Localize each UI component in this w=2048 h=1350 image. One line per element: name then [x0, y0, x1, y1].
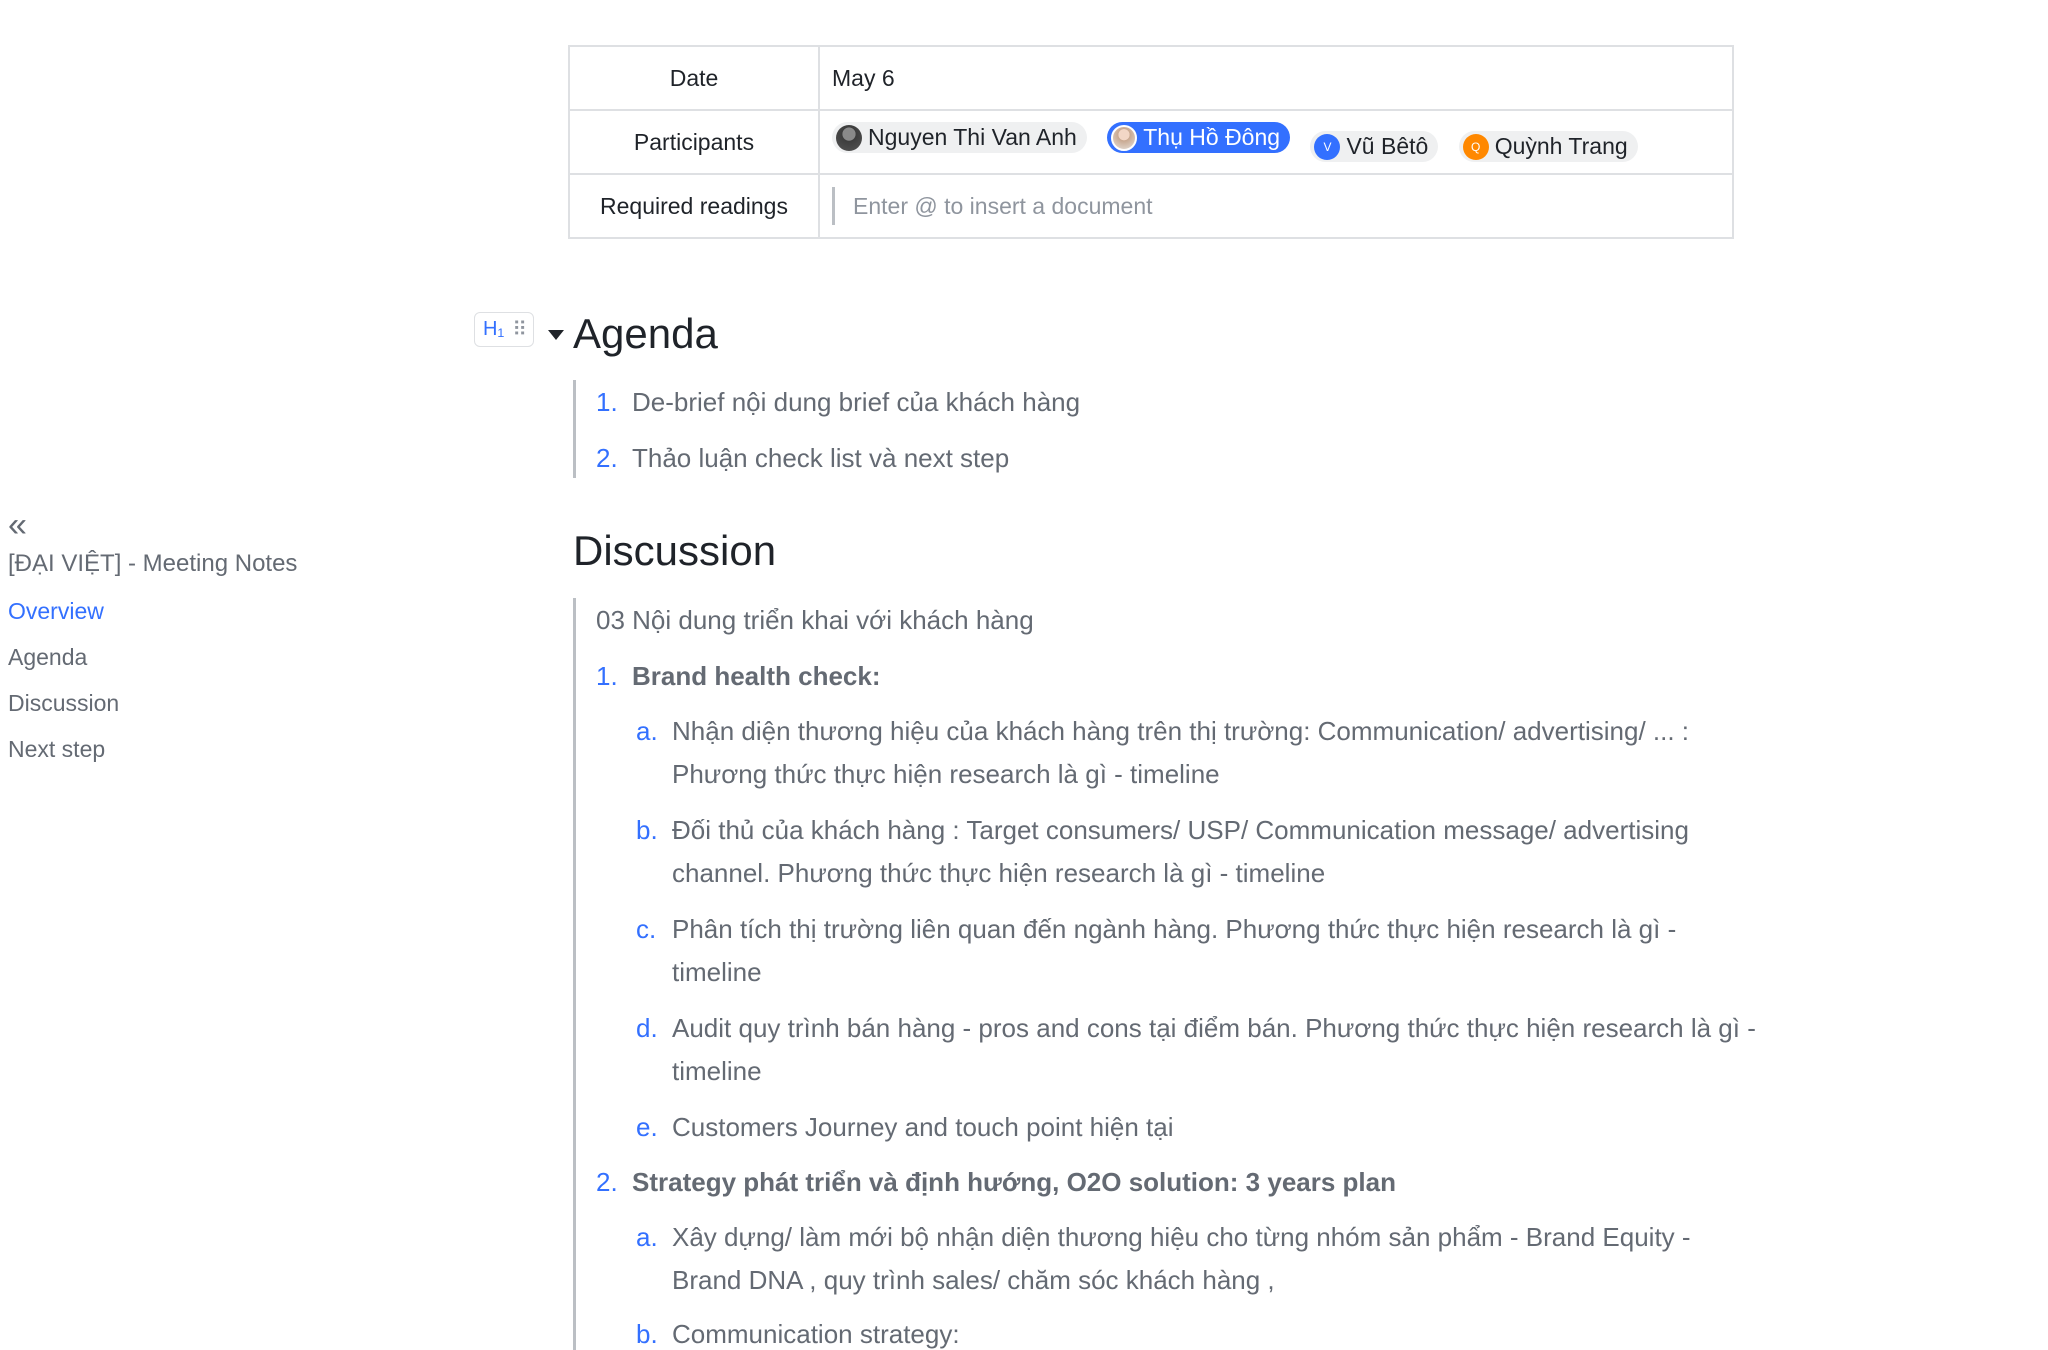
- list-item-text: Audit quy trình bán hàng - pros and cons tại điểm bán. Phương thức thực hiện research là gì - timeline: [672, 1013, 1756, 1086]
- list-item[interactable]: [596, 382, 1080, 422]
- meeting-info-table: [568, 45, 1734, 239]
- discussion-intro[interactable]: 03 Nội dung triển khai với khách hàng: [596, 605, 1034, 635]
- heading-block-handle[interactable]: [474, 312, 534, 347]
- readings-input[interactable]: [832, 187, 1654, 225]
- discussion-heading: Discussion: [573, 527, 777, 574]
- outline-item-discussion[interactable]: Discussion: [8, 690, 120, 716]
- participant-name: Nguyen Thi Van Anh: [868, 124, 1077, 150]
- outline-item-overview[interactable]: Overview: [8, 598, 104, 624]
- participants-row: [569, 110, 1733, 174]
- participant-name: Thụ Hồ Đông: [1143, 124, 1281, 150]
- agenda-heading: Agenda: [573, 310, 718, 357]
- readings-label: Required readings: [569, 174, 819, 238]
- sub-list-item[interactable]: [636, 1007, 1776, 1093]
- list-marker: b.: [636, 815, 658, 845]
- list-marker: d.: [636, 1013, 658, 1043]
- readings-row: [569, 174, 1733, 238]
- list-marker: c.: [636, 914, 657, 944]
- participant-chip[interactable]: [1310, 131, 1438, 162]
- sub-list-item[interactable]: [636, 1313, 1756, 1350]
- list-marker: 2.: [596, 1167, 618, 1197]
- readings-cell: [819, 174, 1733, 238]
- sub-list-item[interactable]: [636, 809, 1776, 895]
- outline-item-agenda[interactable]: Agenda: [8, 644, 88, 670]
- list-item-text: Đối thủ của khách hàng : Target consumers/ USP/ Communication message/ advertising channel. Phương thức thực hiện research là gì - timeline: [672, 815, 1689, 888]
- date-value[interactable]: May 6: [819, 46, 1733, 110]
- list-marker: 1.: [596, 387, 618, 417]
- section-title: Strategy phát triển và định hướng, O2O solution: 3 years plan: [632, 1167, 1396, 1197]
- sub-list-item[interactable]: [636, 908, 1756, 994]
- outline-item-next-step[interactable]: Next step: [8, 736, 106, 762]
- avatar: [1111, 125, 1137, 151]
- list-marker: 1.: [596, 661, 618, 691]
- sub-list-item[interactable]: [636, 1216, 1756, 1302]
- date-label: Date: [569, 46, 819, 110]
- list-marker: a.: [636, 1222, 658, 1252]
- avatar: Q: [1463, 134, 1489, 160]
- collapse-outline-icon[interactable]: «: [8, 506, 27, 544]
- sub-list-item[interactable]: [636, 1106, 1776, 1149]
- list-item-text: Xây dựng/ làm mới bộ nhận diện thương hiệu cho từng nhóm sản phẩm - Brand Equity - Brand DNA , quy trình sales/ chăm sóc khách hàng ,: [672, 1222, 1691, 1295]
- participant-chip[interactable]: [1107, 122, 1290, 153]
- list-marker: b.: [636, 1319, 658, 1349]
- list-marker: 2.: [596, 443, 618, 473]
- participant-name: Quỳnh Trang: [1494, 133, 1628, 159]
- participant-chip[interactable]: [832, 122, 1087, 153]
- sub-list-item[interactable]: [636, 710, 1776, 796]
- list-item-text: Nhận diện thương hiệu của khách hàng trên thị trường: Communication/ advertising/ ... : Phương thức thực hiện research là gì - timeline: [672, 716, 1690, 789]
- outline-sidebar: [8, 506, 348, 780]
- section-title: Brand health check:: [632, 661, 881, 691]
- participant-chip[interactable]: [1459, 131, 1638, 162]
- list-item-text: Phân tích thị trường liên quan đến ngành hàng. Phương thức thực hiện research là gì - timeline: [672, 914, 1677, 987]
- list-item-text: De-brief nội dung brief của khách hàng: [632, 387, 1081, 417]
- participants-label: Participants: [569, 110, 819, 174]
- list-item-text: Thảo luận check list và next step: [632, 443, 1010, 473]
- avatar: V: [1314, 134, 1340, 160]
- h1-tag: H₁: [483, 318, 505, 340]
- agenda-block: [573, 380, 576, 478]
- discussion-block: [573, 598, 576, 1350]
- list-marker: e.: [636, 1112, 658, 1142]
- outline-list: [8, 596, 348, 780]
- list-item-text: Communication strategy:: [672, 1319, 960, 1349]
- participants-cell: [819, 110, 1733, 174]
- list-item[interactable]: [596, 438, 1009, 478]
- outline-doc-title[interactable]: [ĐẠI VIỆT] - Meeting Notes: [8, 550, 298, 577]
- list-item-text: Customers Journey and touch point hiện tại: [672, 1112, 1174, 1142]
- list-marker: a.: [636, 716, 658, 746]
- list-item[interactable]: [596, 656, 881, 696]
- participant-name: Vũ Bêtô: [1346, 133, 1429, 159]
- list-item[interactable]: [596, 1162, 1396, 1202]
- collapse-heading-icon[interactable]: [548, 330, 564, 340]
- date-row: [569, 46, 1733, 110]
- drag-handle-icon[interactable]: ⠿: [512, 319, 525, 341]
- avatar: [836, 125, 862, 151]
